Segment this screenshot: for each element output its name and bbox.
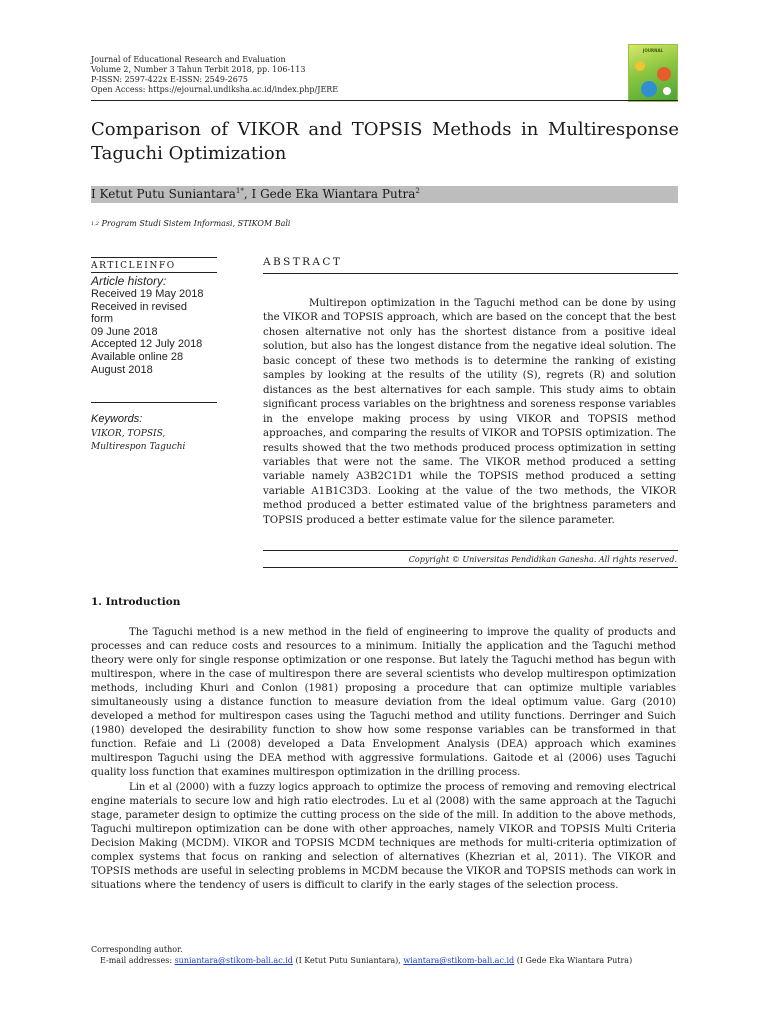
journal-name: Journal of Educational Research and Evaluation: [91, 55, 286, 64]
article-info-rule-bottom: [91, 402, 217, 403]
cover-decoration: [641, 81, 657, 97]
header-divider: [91, 100, 678, 101]
author-list: [91, 187, 420, 202]
copyright-notice: Copyright © Universitas Pendidikan Ganesha. All rights reserved.: [408, 555, 677, 564]
history-line: Received 19 May 2018: [91, 288, 204, 300]
affiliation-marker: 1,2: [91, 221, 99, 227]
copyright-rule: [263, 567, 678, 568]
footnote-emails: [91, 955, 676, 966]
abstract-heading: ABSTRACT: [263, 256, 343, 268]
paper-title: [91, 118, 679, 166]
author-2: , I Gede Eka Wiantara Putra: [243, 187, 416, 201]
introduction-paragraph-2: Lin et al (2000) with a fuzzy logics approach to optimize the process of removing and removing electrical engine materials to secure low and high ratio electrodes. Lu et al (2008) with the same approach at the Taguchi stage, parameter design to optimize the cutting process on the side of the mill. In addition to the above methods, Taguchi multirepon optimization can be done with other approaches, namely VIKOR and TOPSIS Multi Criteria Decision Making (MCDM). VIKOR and TOPSIS MCDM techniques are methods for multi-criteria optimization of complex systems that focus on ranking and selection of alternatives (Khezrian et al, 2011). The VIKOR and TOPSIS methods are useful in selecting problems in MCDM because the VIKOR and TOPSIS methods can work in situations where the tendency of users is difficult to clarify in the early stages of the selection process.: [91, 781, 676, 891]
journal-volume: Volume 2, Number 3 Tahun Terbit 2018, pp. 106-113: [91, 65, 306, 74]
article-history-title: Article history:: [91, 274, 167, 288]
history-line: August 2018: [91, 363, 153, 376]
history-line: 09 June 2018: [91, 325, 158, 338]
keyword-line: Multirespon Taguchi: [91, 441, 186, 452]
history-line: form: [91, 313, 113, 326]
abstract-body: [263, 297, 676, 528]
article-info-heading: ARTICLEINFO: [91, 261, 176, 271]
email-owner-2: (I Gede Eka Wiantara Putra): [514, 956, 633, 965]
journal-issn: P-ISSN: 2597-422x E-ISSN: 2549-2675: [91, 75, 249, 84]
section-heading-introduction: 1. Introduction: [91, 596, 181, 608]
journal-cover-image: [628, 44, 678, 102]
affiliation-text: Program Studi Sistem Informasi, STIKOM Bali: [98, 219, 291, 228]
email-link-1[interactable]: suniantara@stikom-bali.ac.id: [174, 956, 293, 965]
author-1: I Ketut Putu Suniantara: [91, 187, 236, 201]
keyword-line: VIKOR, TOPSIS,: [91, 429, 166, 439]
cover-decoration: [635, 61, 645, 71]
paper-title-line2: Taguchi Optimization: [91, 143, 287, 164]
cover-decoration: [663, 87, 671, 95]
cover-label: JOURNAL: [642, 48, 664, 53]
affiliation: [91, 219, 290, 229]
author-2-marker: 2: [415, 187, 420, 195]
article-info-rule: [91, 272, 217, 273]
introduction-body: [91, 626, 676, 893]
history-line: Accepted 12 July 2018: [91, 338, 203, 351]
keywords-list: [91, 428, 185, 453]
author-1-marker: 1*: [235, 187, 244, 195]
cover-decoration: [657, 67, 671, 81]
abstract-rule-bottom: [263, 550, 678, 551]
history-line: Received in revised: [91, 300, 187, 313]
paper-title-line1: Comparison of VIKOR and TOPSIS Methods in Multiresponse: [91, 119, 679, 140]
article-history: [91, 274, 221, 376]
keywords-title: Keywords:: [91, 413, 143, 425]
journal-open-access-link[interactable]: Open Access: https://ejournal.undiksha.ac.id/index.php/JERE: [91, 85, 339, 94]
footnote-prefix: E-mail addresses:: [100, 956, 175, 965]
history-line: Available online 28: [91, 350, 184, 363]
footnote-label: Corresponding author.: [91, 945, 183, 954]
email-owner-1: (I Ketut Putu Suniantara),: [292, 956, 404, 965]
abstract-rule: [263, 273, 678, 274]
abstract-text: Multirepon optimization in the Taguchi method can be done by using the VIKOR and TOPSIS approach, which are based on the concept that the best chosen alternative not only has the shortest distance from a positive ideal solution, but also has the longest distance from the negative ideal solution. The basic concept of these two methods is to determine the ranking of existing samples by looking at the results of the utility (S), regrets (R) and solution distances as the best alternatives for each sample. This study aims to obtain significant process variables on the brightness and soreness response variables in the envelope making process by using VIKOR and TOPSIS method approaches, and comparing the results of VIKOR and TOPSIS optimization. The results showed that the two methods produced process optimization in setting variables that were not the same. The VIKOR method produced a setting variable namely A3B2C1D1 while the TOPSIS method produced a setting variable A1B1C3D3. Looking at the value of the two methods, the VIKOR method produced a better estimated value of the brightness parameters and TOPSIS produced a better estimate value for the silence parameter.: [263, 298, 676, 526]
email-link-2[interactable]: wiantara@stikom-bali.ac.id: [403, 956, 515, 965]
journal-header: [91, 55, 611, 95]
article-info-rule-top: [91, 257, 217, 258]
corresponding-author-footnote: [91, 944, 676, 966]
introduction-paragraph-1: The Taguchi method is a new method in the field of engineering to improve the quality of products and processes and can reduce costs and resources to a minimum. Initially the application and the Taguchi method theory were only for single response optimization or one response. But lately the Taguchi method has begun with multirespon, where in the case of multirespon there are several scientists who develop multirespon optimization methods, including Khuri and Conlon (1981) proposing a procedure that can optimize multiple variables simultaneously using a distance function to measure deviation from the ideal optimum value. Garg (2010) developed a method for multirespon cases using the Taguchi method and utility functions. Derringer and Suich (1980) developed the desirability function to show how some response variables can be transformed in that function. Refaie and Li (2008) developed a Data Envelopment Analysis (DEA) approach which examines multirespon Taguchi using the DEA method with aggressive formulations. Gaitode et al (2006) uses Taguchi quality loss function that examines multirespon optimization in the drilling process.: [91, 627, 676, 779]
